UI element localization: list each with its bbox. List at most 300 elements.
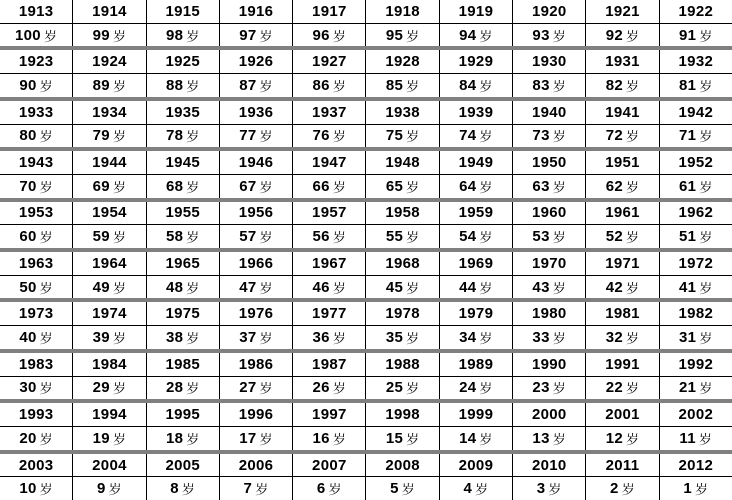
age-value: 89 [92,76,110,94]
age-cell [293,276,366,299]
age-unit-label: 岁 [699,381,713,397]
age-unit-label: 岁 [626,280,640,296]
age-value: 31 [679,328,697,346]
year-cell: 1968 [366,252,439,275]
age-value: 5 [390,480,399,498]
age-value: 27 [239,379,257,397]
age-cell [220,477,293,500]
age-unit-label: 岁 [479,179,493,195]
age-unit-label: 岁 [406,431,420,447]
age-unit-label: 岁 [479,280,493,296]
age-cell [73,377,146,400]
year-cell: 1984 [73,353,146,376]
age-value: 78 [165,127,184,145]
age-cell [660,74,732,97]
age-value: 12 [605,429,624,447]
age-value: 63 [532,177,550,195]
decade-block [0,198,732,248]
age-value: 4 [463,480,473,498]
age-value: 45 [385,278,404,296]
age-cell [440,276,513,299]
age-row [0,24,732,47]
year-cell: 1948 [366,151,439,174]
age-cell [73,175,146,198]
age-value: 87 [239,76,257,94]
age-value: 88 [165,76,184,94]
age-cell [660,377,732,400]
age-cell [0,427,73,450]
age-cell [586,276,659,299]
age-value: 56 [312,228,330,246]
age-row [0,477,732,500]
age-value: 76 [312,127,330,145]
age-value: 58 [165,228,184,246]
age-unit-label: 岁 [112,381,127,397]
age-cell [366,125,439,148]
age-cell [440,377,513,400]
age-unit-label: 岁 [39,330,53,346]
age-cell [293,74,366,97]
age-unit-label: 岁 [626,78,640,94]
decade-block [0,0,732,46]
age-cell [220,125,293,148]
age-value: 10 [19,480,37,498]
age-unit-label: 岁 [332,230,347,246]
age-unit-label: 岁 [39,78,53,94]
year-cell: 1937 [293,101,366,124]
age-unit-label: 岁 [108,482,122,498]
age-cell [513,377,586,400]
year-cell: 1930 [513,50,586,73]
decade-block [0,97,732,147]
year-cell: 2000 [513,403,586,426]
age-value: 28 [165,379,184,397]
age-unit-label: 岁 [112,330,127,346]
age-unit-label: 岁 [479,330,493,346]
age-unit-label: 岁 [259,280,273,296]
year-cell: 1998 [366,403,439,426]
age-cell [660,175,732,198]
age-cell [366,427,439,450]
age-unit-label: 岁 [479,431,493,447]
year-cell: 2004 [73,454,146,477]
age-value: 6 [316,480,326,498]
age-unit-label: 岁 [39,179,53,195]
year-row [0,302,732,326]
year-cell: 1988 [366,353,439,376]
age-cell [147,427,220,450]
age-unit-label: 岁 [552,230,567,246]
age-value: 95 [385,26,404,44]
age-value: 32 [605,328,624,346]
year-cell: 1964 [73,252,146,275]
year-cell: 1969 [440,252,513,275]
age-unit-label: 岁 [39,431,53,447]
age-cell [586,427,659,450]
age-value: 99 [92,26,110,44]
age-value: 30 [19,379,37,397]
year-cell: 1915 [147,0,220,23]
age-unit-label: 岁 [699,179,713,195]
age-value: 21 [679,379,697,397]
year-cell: 1978 [366,302,439,325]
age-unit-label: 岁 [552,78,567,94]
age-cell [366,74,439,97]
age-unit-label: 岁 [626,431,640,447]
decade-block [0,248,732,298]
age-value: 15 [385,429,404,447]
year-cell: 1999 [440,403,513,426]
age-cell [513,427,586,450]
age-value: 38 [165,328,184,346]
age-cell [440,74,513,97]
age-value: 26 [312,379,330,397]
age-value: 2 [610,480,619,498]
year-cell: 1913 [0,0,73,23]
decade-block [0,46,732,96]
age-row [0,427,732,450]
age-unit-label: 岁 [332,28,347,44]
age-unit-label: 岁 [626,28,640,44]
age-cell [73,276,146,299]
age-unit-label: 岁 [406,381,420,397]
age-cell [0,225,73,248]
age-cell [220,427,293,450]
age-cell [293,377,366,400]
age-value: 25 [385,379,404,397]
age-unit-label: 岁 [332,179,347,195]
age-unit-label: 岁 [255,482,269,498]
year-cell: 1963 [0,252,73,275]
age-cell [73,24,146,47]
age-value: 75 [385,127,404,145]
age-value: 29 [92,379,110,397]
age-unit-label: 岁 [186,28,200,44]
age-value: 7 [243,480,253,498]
age-unit-label: 岁 [186,381,200,397]
year-cell: 1974 [73,302,146,325]
age-unit-label: 岁 [552,28,567,44]
decade-block [0,147,732,197]
age-cell [147,377,220,400]
year-cell: 1914 [73,0,146,23]
year-row [0,353,732,377]
year-cell: 1965 [147,252,220,275]
year-row [0,0,732,24]
age-unit-label: 岁 [112,431,127,447]
age-cell [660,477,732,500]
age-value: 33 [532,328,550,346]
age-unit-label: 岁 [112,280,127,296]
age-cell [0,377,73,400]
age-unit-label: 岁 [479,28,493,44]
age-cell [513,24,586,47]
age-value: 79 [92,127,110,145]
year-cell: 1953 [0,202,73,225]
age-unit-label: 岁 [112,179,127,195]
age-value: 98 [165,26,184,44]
age-cell [440,24,513,47]
year-cell: 1975 [147,302,220,325]
age-value: 59 [92,228,110,246]
age-unit-label: 岁 [186,179,200,195]
age-cell [147,24,220,47]
year-cell: 1979 [440,302,513,325]
age-value: 65 [385,177,404,195]
age-cell [0,175,73,198]
year-cell: 1982 [678,305,714,323]
age-value: 74 [459,127,477,145]
age-cell [0,276,73,299]
age-unit-label: 岁 [112,78,127,94]
age-value: 17 [239,429,257,447]
year-cell: 2001 [586,403,659,426]
age-unit-label: 岁 [186,431,200,447]
year-cell: 1919 [440,0,513,23]
age-cell [440,175,513,198]
age-value: 77 [239,127,257,145]
age-value: 62 [605,177,624,195]
age-value: 69 [92,177,110,195]
age-cell [73,125,146,148]
age-value: 18 [165,429,184,447]
age-value: 9 [96,480,106,498]
age-unit-label: 岁 [112,28,127,44]
age-row [0,175,732,198]
age-value: 54 [459,228,477,246]
age-cell [366,477,439,500]
age-cell [0,326,73,349]
year-cell: 1916 [220,0,293,23]
year-cell: 1987 [293,353,366,376]
year-cell: 1926 [220,50,293,73]
year-cell: 1962 [678,204,714,222]
age-unit-label: 岁 [479,230,493,246]
age-cell [513,225,586,248]
age-unit-label: 岁 [552,381,567,397]
age-value: 37 [239,328,257,346]
age-cell [660,225,732,248]
age-value: 22 [605,379,624,397]
year-cell: 1929 [440,50,513,73]
age-value: 35 [385,328,404,346]
age-value: 61 [679,177,697,195]
year-cell: 1977 [293,302,366,325]
age-row [0,326,732,349]
age-value: 11 [679,429,696,447]
age-value: 47 [239,278,257,296]
age-unit-label: 岁 [552,129,567,145]
age-value: 94 [459,26,477,44]
age-value: 80 [19,127,37,145]
year-row [0,202,732,226]
age-cell [366,326,439,349]
age-cell [147,225,220,248]
age-value: 84 [459,76,477,94]
year-cell: 2011 [586,454,659,477]
age-value: 90 [19,76,37,94]
year-cell: 1944 [73,151,146,174]
year-cell: 1973 [0,302,73,325]
year-cell: 2012 [678,456,714,474]
age-cell [293,24,366,47]
age-unit-label: 岁 [39,381,53,397]
year-cell: 1980 [513,302,586,325]
age-value: 68 [165,177,184,195]
age-value: 51 [679,228,697,246]
age-unit-label: 岁 [406,28,420,44]
age-cell [440,477,513,500]
age-unit-label: 岁 [479,129,493,145]
age-unit-label: 岁 [626,330,640,346]
age-value: 3 [536,480,546,498]
year-cell: 1997 [293,403,366,426]
age-value: 71 [679,127,697,145]
age-value: 60 [19,228,37,246]
age-value: 52 [605,228,624,246]
year-cell: 1949 [440,151,513,174]
year-cell: 1917 [293,0,366,23]
age-value: 83 [532,76,550,94]
year-cell: 1946 [220,151,293,174]
year-cell: 1985 [147,353,220,376]
age-cell [660,427,732,450]
age-unit-label: 岁 [699,330,713,346]
year-cell: 2008 [366,454,439,477]
age-cell [73,326,146,349]
age-value: 16 [312,429,330,447]
year-cell: 2007 [293,454,366,477]
age-unit-label: 岁 [186,78,200,94]
year-cell: 1993 [0,403,73,426]
age-value: 8 [170,480,179,498]
age-unit-label: 岁 [552,280,567,296]
age-unit-label: 岁 [406,280,420,296]
age-cell [440,125,513,148]
year-cell: 1957 [293,202,366,225]
age-value: 81 [679,76,697,94]
year-cell: 1940 [513,101,586,124]
age-unit-label: 岁 [39,280,53,296]
age-value: 100 [15,26,41,44]
year-cell: 1932 [678,53,714,71]
age-cell [147,74,220,97]
year-cell: 1958 [366,202,439,225]
year-cell: 1960 [513,202,586,225]
age-unit-label: 岁 [259,381,273,397]
age-value: 64 [459,177,477,195]
age-unit-label: 岁 [401,482,416,498]
year-cell: 1961 [586,202,659,225]
age-unit-label: 岁 [259,179,273,195]
age-unit-label: 岁 [332,330,347,346]
age-cell [660,326,732,349]
age-cell [0,74,73,97]
year-row [0,403,732,427]
age-value: 48 [165,278,184,296]
year-cell: 1959 [440,202,513,225]
age-cell [220,24,293,47]
age-unit-label: 岁 [626,179,640,195]
year-cell: 1925 [147,50,220,73]
age-unit-label: 岁 [548,482,562,498]
year-cell: 1931 [586,50,659,73]
year-cell: 1976 [220,302,293,325]
age-value: 44 [459,278,477,296]
age-unit-label: 岁 [112,129,127,145]
decade-block [0,399,732,449]
age-cell [513,276,586,299]
age-cell [586,125,659,148]
age-cell [513,74,586,97]
age-cell [293,125,366,148]
age-cell [366,24,439,47]
age-cell [293,175,366,198]
age-cell [440,225,513,248]
age-cell [147,175,220,198]
age-cell [220,175,293,198]
age-unit-label: 岁 [332,431,347,447]
year-cell: 1981 [586,302,659,325]
age-value: 91 [679,26,697,44]
age-value: 42 [605,278,624,296]
age-unit-label: 岁 [186,129,200,145]
age-cell [440,326,513,349]
age-value: 43 [532,278,550,296]
age-value: 66 [312,177,330,195]
year-cell: 1921 [586,0,659,23]
age-cell [293,477,366,500]
age-cell [73,225,146,248]
age-unit-label: 岁 [406,78,420,94]
age-unit-label: 岁 [626,129,640,145]
age-cell [0,477,73,500]
age-value: 19 [92,429,110,447]
age-value: 24 [459,379,477,397]
age-unit-label: 岁 [186,230,200,246]
age-value: 46 [312,278,330,296]
age-value: 49 [92,278,110,296]
decade-block [0,349,732,399]
age-unit-label: 岁 [406,330,420,346]
year-cell: 1983 [0,353,73,376]
year-cell: 1972 [678,254,714,272]
year-cell: 1955 [147,202,220,225]
age-value: 57 [239,228,257,246]
year-cell: 1941 [586,101,659,124]
year-cell: 2002 [678,406,714,424]
age-unit-label: 岁 [479,78,493,94]
year-cell: 1956 [220,202,293,225]
year-cell: 1934 [73,101,146,124]
year-row [0,50,732,74]
age-unit-label: 岁 [332,280,347,296]
year-cell: 1918 [366,0,439,23]
age-unit-label: 岁 [259,431,273,447]
age-value: 73 [532,127,550,145]
age-row [0,74,732,97]
age-unit-label: 岁 [186,330,200,346]
age-value: 50 [19,278,37,296]
age-value: 85 [385,76,404,94]
year-cell: 1928 [366,50,439,73]
year-cell: 1938 [366,101,439,124]
age-value: 1 [683,480,692,498]
year-cell: 1945 [147,151,220,174]
year-cell: 1992 [678,355,714,373]
age-cell [513,477,586,500]
age-unit-label: 岁 [699,280,713,296]
